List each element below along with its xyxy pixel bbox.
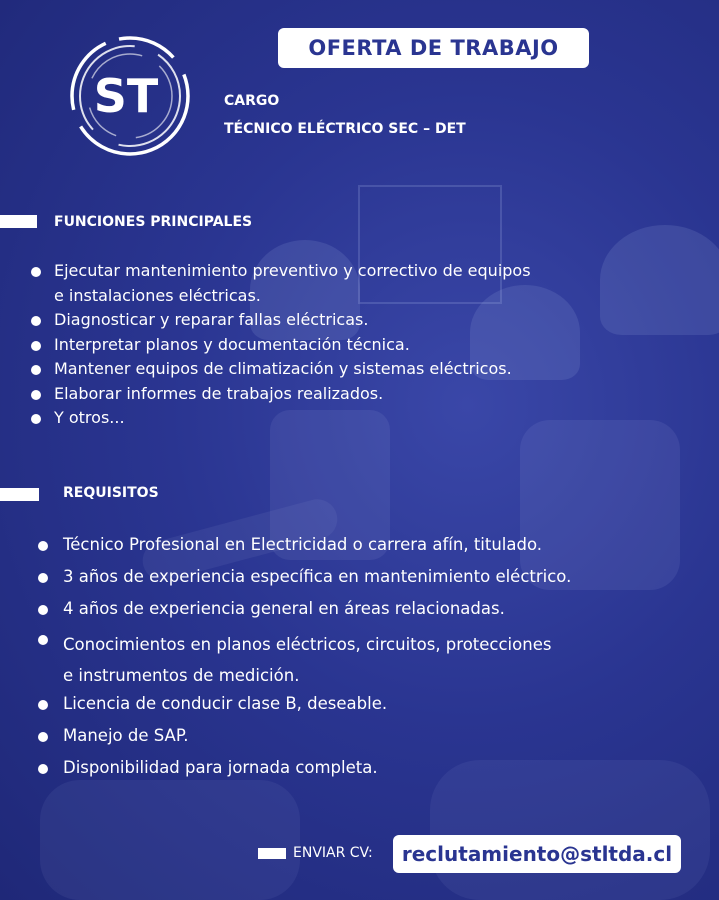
list-item-line: e instrumentos de medición. [63, 666, 300, 685]
cargo-value: TÉCNICO ELÉCTRICO SEC – DET [224, 121, 466, 137]
bullet-icon [38, 732, 48, 742]
list-item [38, 597, 571, 629]
list-item [31, 357, 531, 382]
list-item [31, 308, 531, 333]
background-worker [40, 780, 300, 900]
list-item [38, 629, 571, 692]
bullet-icon [31, 390, 41, 400]
list-item-line: Y otros... [54, 408, 125, 427]
contact-label: ENVIAR CV: [293, 845, 373, 861]
bullet-icon [38, 573, 48, 583]
logo-text: ST [93, 69, 159, 123]
section-title-funciones: FUNCIONES PRINCIPALES [54, 214, 253, 230]
list-item-line: Disponibilidad para jornada completa. [63, 758, 378, 777]
list-item-line: Elaborar informes de trabajos realizados. [54, 383, 384, 403]
bullet-icon [38, 605, 48, 615]
list-item-line: Licencia de conducir clase B, deseable. [63, 694, 388, 713]
list-item-line: Técnico Profesional en Electricidad o carrera afín, titulado. [63, 535, 543, 554]
cargo-label: CARGO [224, 93, 280, 109]
page-title: OFERTA DE TRABAJO [278, 28, 589, 68]
section-title-requisitos: REQUISITOS [63, 485, 159, 501]
list-item-line: e instalaciones eléctricas. [54, 285, 261, 305]
list-item-line: Manejo de SAP. [63, 726, 189, 745]
bullet-icon [31, 316, 41, 326]
list-item [31, 406, 531, 431]
list-item [31, 333, 531, 358]
list-item-line: Conocimientos en planos eléctricos, circuitos, protecciones [63, 635, 552, 654]
bullet-icon [31, 365, 41, 375]
bullet-icon [31, 341, 41, 351]
list-item-line: Diagnosticar y reparar fallas eléctricas. [54, 310, 369, 329]
list-item [38, 533, 571, 565]
requisitos-list [38, 533, 571, 788]
bullet-icon [31, 414, 41, 424]
list-item-line: 4 años de experiencia general en áreas relacionadas. [63, 599, 505, 618]
contact-email[interactable]: reclutamiento@stltda.cl [393, 835, 681, 873]
list-item [38, 692, 571, 724]
bullet-icon [38, 764, 48, 774]
list-item [38, 565, 571, 597]
bullet-icon [31, 267, 41, 277]
bullet-icon [38, 541, 48, 551]
list-item-line: Ejecutar mantenimiento preventivo y correctivo de equipos [54, 261, 531, 280]
background-helmet [600, 225, 719, 335]
company-logo [62, 28, 198, 164]
bullet-icon [38, 700, 48, 710]
list-item [38, 756, 571, 788]
section-marker [0, 488, 39, 501]
contact-marker [258, 848, 286, 859]
list-item [31, 259, 531, 308]
section-marker [0, 215, 37, 228]
list-item-line: 3 años de experiencia específica en mantenimiento eléctrico. [63, 567, 572, 586]
list-item-line: Interpretar planos y documentación técnica. [54, 334, 410, 354]
bullet-icon [38, 635, 48, 645]
list-item [31, 382, 531, 407]
list-item-line: Mantener equipos de climatización y sistemas eléctricos. [54, 359, 512, 378]
list-item [38, 724, 571, 756]
funciones-list [31, 259, 531, 431]
